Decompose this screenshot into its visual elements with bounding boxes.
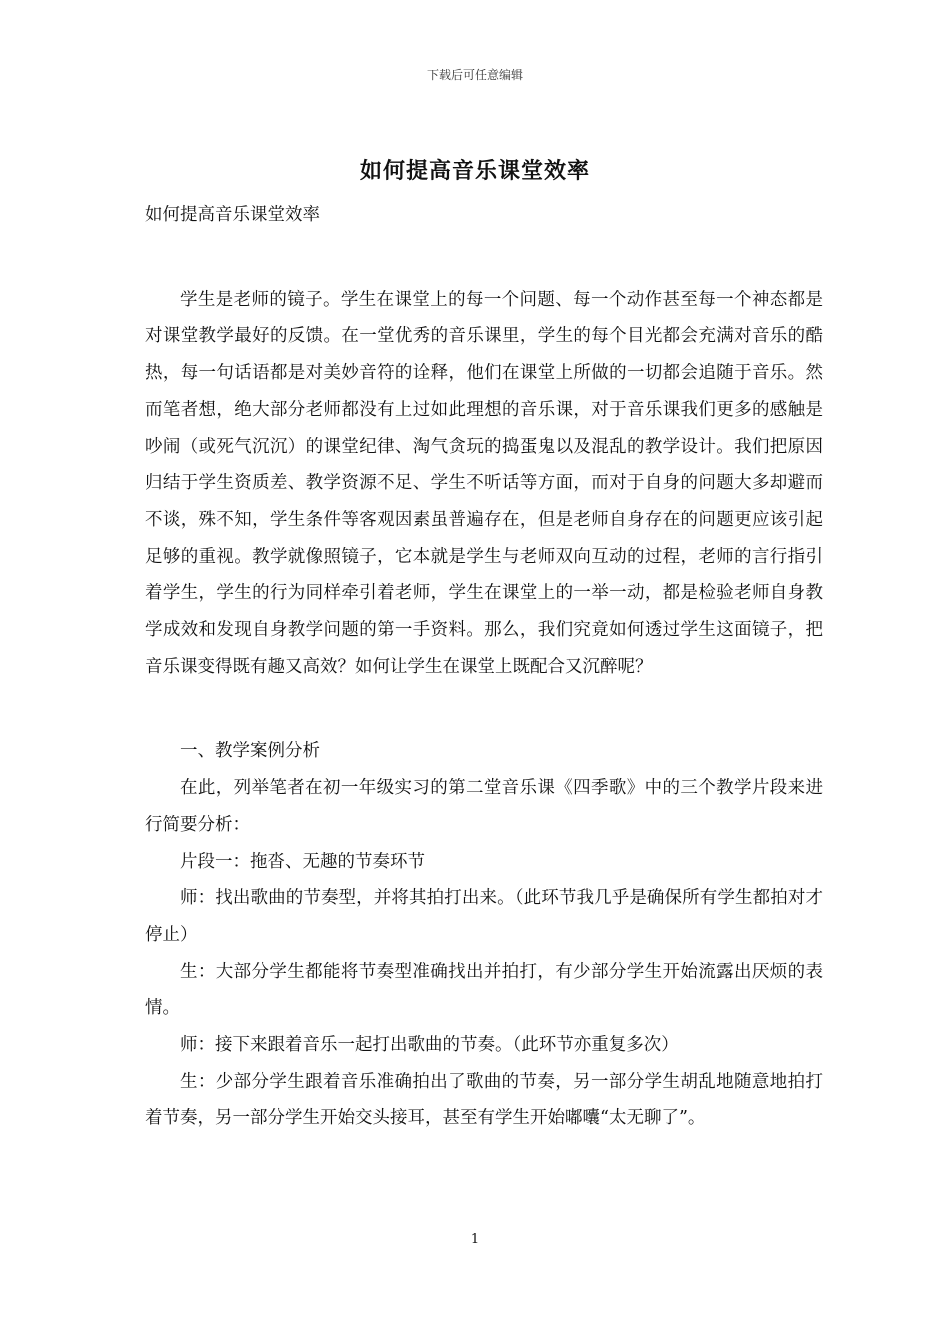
section-intro-paragraph: 在此，列举笔者在初一年级实习的第二堂音乐课《四季歌》中的三个教学片段来进行简要分析： — [145, 778, 823, 835]
segment-title: 片段一：拖沓、无趣的节奏环节 — [180, 851, 425, 872]
document-body — [145, 197, 823, 1137]
dialogue-line-teacher-2: 师：接下来跟着音乐一起打出歌曲的节奏。（此环节亦重复多次） — [180, 1035, 679, 1056]
page-number: 1 — [470, 1232, 480, 1247]
intro-paragraph: 学生是老师的镜子。学生在课堂上的每一个问题、每一个动作甚至每一个神态都是对课堂教学最好的反馈。在一堂优秀的音乐课里，学生的每个目光都会充满对音乐的酷热，每一句话语都是对美妙音符的诠释，他们在课堂上所做的一切都会追随于音乐。然而笔者想，绝大部分老师都没有上过如此理想的音乐课，对于音乐课我们更多的感触是吵闹（或死气沉沉）的课堂纪律、淘气贪玩的捣蛋鬼以及混乱的教学设计。我们把原因归结于学生资质差、教学资源不足、学生不听话等方面，而对于自身的问题大多却避而不谈，殊不知，学生条件等客观因素虽普遍存在，但是老师自身存在的问题更应该引起足够的重视。教学就像照镜子，它本就是学生与老师双向互动的过程，老师的言行指引着学生，学生的行为同样牵引着老师，学生在课堂上的一举一动，都是检验老师自身教学成效和发现自身教学问题的第一手资料。那么，我们究竟如何透过学生这面镜子，把音乐课变得既有趣又高效？如何让学生在课堂上既配合又沉醉呢？ — [145, 289, 823, 677]
dialogue-line-teacher-1: 师：找出歌曲的节奏型，并将其拍打出来。（此环节我几乎是确保所有学生都拍对才停止） — [145, 888, 823, 945]
blank-line — [145, 234, 823, 282]
blank-line — [145, 685, 823, 733]
dialogue-line-student-1: 生：大部分学生都能将节奏型准确找出并拍打，有少部分学生开始流露出厌烦的表情。 — [145, 961, 823, 1019]
dialogue-line-student-2: 生：少部分学生跟着音乐准确拍出了歌曲的节奏，另一部分学生胡乱地随意地拍打着节奏，另一部分学生开始交头接耳，甚至有学生开始嘟囔“太无聊了”。 — [145, 1071, 823, 1129]
document-subtitle: 如何提高音乐课堂效率 — [145, 205, 320, 225]
header-note: 下载后可任意编辑 — [426, 68, 523, 82]
section-heading: 一、教学案例分析 — [180, 741, 320, 762]
document-title: 如何提高音乐课堂效率 — [359, 158, 590, 184]
